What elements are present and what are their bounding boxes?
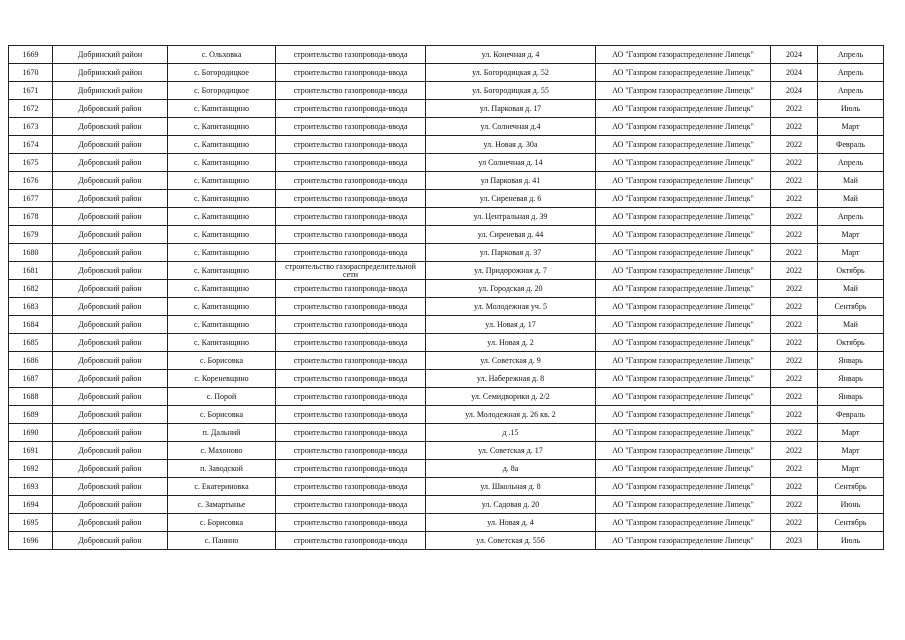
work-type-cell: строительство газопровода-ввода <box>276 442 426 460</box>
table-row <box>9 172 884 190</box>
address-cell: ул. Садовая д. 20 <box>426 496 596 514</box>
year-cell: 2023 <box>771 532 818 550</box>
row-number-cell: 1671 <box>9 82 53 100</box>
month-cell: Март <box>818 424 884 442</box>
district-cell: Добровский район <box>53 496 168 514</box>
district-cell: Добровский район <box>53 478 168 496</box>
table-row <box>9 136 884 154</box>
settlement-cell: с. Капитанщино <box>168 172 276 190</box>
address-cell: ул. Сиреневая д. 44 <box>426 226 596 244</box>
table-row <box>9 532 884 550</box>
contractor-cell: АО "Газпром газораспределение Липецк" <box>596 172 771 190</box>
row-number-cell: 1681 <box>9 262 53 280</box>
table-row <box>9 370 884 388</box>
row-number-cell: 1677 <box>9 190 53 208</box>
contractor-cell: АО "Газпром газораспределение Липецк" <box>596 136 771 154</box>
district-cell: Добровский район <box>53 172 168 190</box>
district-cell: Добровский район <box>53 406 168 424</box>
district-cell: Добровский район <box>53 316 168 334</box>
settlement-cell: с. Панино <box>168 532 276 550</box>
district-cell: Добринский район <box>53 64 168 82</box>
work-type-cell: строительство газопровода-ввода <box>276 406 426 424</box>
work-type-cell: строительство газопровода-ввода <box>276 478 426 496</box>
work-type-cell: строительство газопровода-ввода <box>276 100 426 118</box>
table-row <box>9 208 884 226</box>
contractor-cell: АО "Газпром газораспределение Липецк" <box>596 352 771 370</box>
work-type-cell: строительство газопровода-ввода <box>276 190 426 208</box>
work-type-cell: строительство газопровода-ввода <box>276 388 426 406</box>
month-cell: Март <box>818 460 884 478</box>
document-page <box>8 45 884 550</box>
work-type-cell: строительство газораспределительной сети <box>276 262 426 280</box>
contractor-cell: АО "Газпром газораспределение Липецк" <box>596 100 771 118</box>
contractor-cell: АО "Газпром газораспределение Липецк" <box>596 226 771 244</box>
address-cell: ул. Новая д. 4 <box>426 514 596 532</box>
contractor-cell: АО "Газпром газораспределение Липецк" <box>596 280 771 298</box>
table-row <box>9 82 884 100</box>
work-type-cell: строительство газопровода-ввода <box>276 298 426 316</box>
table-row <box>9 334 884 352</box>
settlement-cell: с. Порой <box>168 388 276 406</box>
address-cell: ул Солнечная д. 14 <box>426 154 596 172</box>
address-cell: ул. Сиреневая д. 6 <box>426 190 596 208</box>
row-number-cell: 1674 <box>9 136 53 154</box>
month-cell: Октябрь <box>818 334 884 352</box>
year-cell: 2022 <box>771 190 818 208</box>
table-row <box>9 118 884 136</box>
row-number-cell: 1679 <box>9 226 53 244</box>
settlement-cell: с. Богородицкое <box>168 82 276 100</box>
month-cell: Сентябрь <box>818 478 884 496</box>
address-cell: ул. Конечная д. 4 <box>426 46 596 64</box>
year-cell: 2022 <box>771 334 818 352</box>
contractor-cell: АО "Газпром газораспределение Липецк" <box>596 154 771 172</box>
settlement-cell: с. Капитанщино <box>168 280 276 298</box>
year-cell: 2022 <box>771 136 818 154</box>
year-cell: 2022 <box>771 100 818 118</box>
settlement-cell: с. Кореневщино <box>168 370 276 388</box>
month-cell: Март <box>818 226 884 244</box>
year-cell: 2022 <box>771 352 818 370</box>
work-type-cell: строительство газопровода-ввода <box>276 370 426 388</box>
work-type-cell: строительство газопровода-ввода <box>276 46 426 64</box>
month-cell: Июль <box>818 532 884 550</box>
table-row <box>9 262 884 280</box>
contractor-cell: АО "Газпром газораспределение Липецк" <box>596 190 771 208</box>
row-number-cell: 1693 <box>9 478 53 496</box>
address-cell: ул. Парковая д. 17 <box>426 100 596 118</box>
settlement-cell: с. Ольховка <box>168 46 276 64</box>
year-cell: 2022 <box>771 280 818 298</box>
work-type-cell: строительство газопровода-ввода <box>276 64 426 82</box>
year-cell: 2022 <box>771 208 818 226</box>
table-body <box>9 46 884 550</box>
row-number-cell: 1683 <box>9 298 53 316</box>
month-cell: Сентябрь <box>818 514 884 532</box>
month-cell: Май <box>818 316 884 334</box>
address-cell: ул. Молодежная уч. 5 <box>426 298 596 316</box>
month-cell: Апрель <box>818 208 884 226</box>
district-cell: Добровский район <box>53 334 168 352</box>
table-row <box>9 406 884 424</box>
row-number-cell: 1696 <box>9 532 53 550</box>
month-cell: Январь <box>818 370 884 388</box>
work-type-cell: строительство газопровода-ввода <box>276 496 426 514</box>
contractor-cell: АО "Газпром газораспределение Липецк" <box>596 208 771 226</box>
table-row <box>9 514 884 532</box>
address-cell: ул. Советская д. 17 <box>426 442 596 460</box>
table-row <box>9 442 884 460</box>
contractor-cell: АО "Газпром газораспределение Липецк" <box>596 334 771 352</box>
address-cell: ул. Новая д. 17 <box>426 316 596 334</box>
settlement-cell: с. Екатериновка <box>168 478 276 496</box>
row-number-cell: 1688 <box>9 388 53 406</box>
year-cell: 2022 <box>771 478 818 496</box>
work-type-cell: строительство газопровода-ввода <box>276 172 426 190</box>
settlement-cell: с. Капитанщино <box>168 154 276 172</box>
settlement-cell: п. Дальний <box>168 424 276 442</box>
district-cell: Добровский район <box>53 262 168 280</box>
month-cell: Май <box>818 172 884 190</box>
table-row <box>9 460 884 478</box>
year-cell: 2024 <box>771 82 818 100</box>
settlement-cell: с. Капитанщино <box>168 226 276 244</box>
work-type-cell: строительство газопровода-ввода <box>276 154 426 172</box>
row-number-cell: 1686 <box>9 352 53 370</box>
row-number-cell: 1695 <box>9 514 53 532</box>
year-cell: 2022 <box>771 226 818 244</box>
settlement-cell: с. Борисовка <box>168 514 276 532</box>
address-cell: ул. Солнечная д.4 <box>426 118 596 136</box>
district-cell: Добровский район <box>53 118 168 136</box>
table-row <box>9 64 884 82</box>
month-cell: Январь <box>818 388 884 406</box>
district-cell: Добровский район <box>53 136 168 154</box>
district-cell: Добровский район <box>53 442 168 460</box>
year-cell: 2024 <box>771 46 818 64</box>
settlement-cell: с. Капитанщино <box>168 262 276 280</box>
settlement-cell: с. Махоново <box>168 442 276 460</box>
contractor-cell: АО "Газпром газораспределение Липецк" <box>596 532 771 550</box>
table-row <box>9 100 884 118</box>
month-cell: Март <box>818 442 884 460</box>
address-cell: ул. Семидворики д. 2/2 <box>426 388 596 406</box>
table-row <box>9 496 884 514</box>
address-cell: ул. Богородицкая д. 52 <box>426 64 596 82</box>
table-row <box>9 424 884 442</box>
work-type-cell: строительство газопровода-ввода <box>276 136 426 154</box>
settlement-cell: с. Богородицкое <box>168 64 276 82</box>
district-cell: Добровский район <box>53 388 168 406</box>
contractor-cell: АО "Газпром газораспределение Липецк" <box>596 262 771 280</box>
settlement-cell: с. Борисовка <box>168 406 276 424</box>
district-cell: Добровский район <box>53 370 168 388</box>
address-cell: ул. Парковая д. 37 <box>426 244 596 262</box>
contractor-cell: АО "Газпром газораспределение Липецк" <box>596 118 771 136</box>
year-cell: 2022 <box>771 514 818 532</box>
settlement-cell: с. Капитанщино <box>168 244 276 262</box>
work-type-cell: строительство газопровода-ввода <box>276 424 426 442</box>
row-number-cell: 1670 <box>9 64 53 82</box>
row-number-cell: 1684 <box>9 316 53 334</box>
settlement-cell: с. Капитанщино <box>168 100 276 118</box>
year-cell: 2022 <box>771 442 818 460</box>
address-cell: д. 8а <box>426 460 596 478</box>
row-number-cell: 1673 <box>9 118 53 136</box>
work-type-cell: строительство газопровода-ввода <box>276 460 426 478</box>
year-cell: 2022 <box>771 370 818 388</box>
district-cell: Добровский район <box>53 208 168 226</box>
table-row <box>9 190 884 208</box>
address-cell: ул. Городская д. 20 <box>426 280 596 298</box>
work-type-cell: строительство газопровода-ввода <box>276 280 426 298</box>
work-type-cell: строительство газопровода-ввода <box>276 514 426 532</box>
contractor-cell: АО "Газпром газораспределение Липецк" <box>596 424 771 442</box>
month-cell: Май <box>818 190 884 208</box>
year-cell: 2022 <box>771 262 818 280</box>
row-number-cell: 1694 <box>9 496 53 514</box>
row-number-cell: 1690 <box>9 424 53 442</box>
contractor-cell: АО "Газпром газораспределение Липецк" <box>596 478 771 496</box>
year-cell: 2022 <box>771 298 818 316</box>
address-cell: ул. Набережная д. 8 <box>426 370 596 388</box>
settlement-cell: п. Заводской <box>168 460 276 478</box>
row-number-cell: 1691 <box>9 442 53 460</box>
work-type-cell: строительство газопровода-ввода <box>276 244 426 262</box>
settlement-cell: с. Борисовка <box>168 352 276 370</box>
month-cell: Июнь <box>818 496 884 514</box>
year-cell: 2024 <box>771 64 818 82</box>
district-cell: Добровский район <box>53 460 168 478</box>
address-cell: ул. Придорожная д. 7 <box>426 262 596 280</box>
contractor-cell: АО "Газпром газораспределение Липецк" <box>596 316 771 334</box>
district-cell: Добровский район <box>53 226 168 244</box>
work-type-cell: строительство газопровода-ввода <box>276 208 426 226</box>
year-cell: 2022 <box>771 460 818 478</box>
row-number-cell: 1680 <box>9 244 53 262</box>
settlement-cell: с. Капитанщино <box>168 190 276 208</box>
contractor-cell: АО "Газпром газораспределение Липецк" <box>596 460 771 478</box>
district-cell: Добровский район <box>53 298 168 316</box>
year-cell: 2022 <box>771 424 818 442</box>
year-cell: 2022 <box>771 118 818 136</box>
row-number-cell: 1689 <box>9 406 53 424</box>
settlement-cell: с. Капитанщино <box>168 316 276 334</box>
work-type-cell: строительство газопровода-ввода <box>276 316 426 334</box>
table-row <box>9 388 884 406</box>
settlement-cell: с. Капитанщино <box>168 136 276 154</box>
contractor-cell: АО "Газпром газораспределение Липецк" <box>596 388 771 406</box>
district-cell: Добринский район <box>53 82 168 100</box>
month-cell: Апрель <box>818 64 884 82</box>
address-cell: ул Парковая д. 41 <box>426 172 596 190</box>
year-cell: 2022 <box>771 388 818 406</box>
district-cell: Добровский район <box>53 514 168 532</box>
district-cell: Добровский район <box>53 154 168 172</box>
settlement-cell: с. Капитанщино <box>168 334 276 352</box>
table-row <box>9 226 884 244</box>
table-row <box>9 478 884 496</box>
row-number-cell: 1687 <box>9 370 53 388</box>
table-row <box>9 352 884 370</box>
contractor-cell: АО "Газпром газораспределение Липецк" <box>596 298 771 316</box>
year-cell: 2022 <box>771 406 818 424</box>
district-cell: Добровский район <box>53 424 168 442</box>
row-number-cell: 1672 <box>9 100 53 118</box>
contractor-cell: АО "Газпром газораспределение Липецк" <box>596 514 771 532</box>
work-type-cell: строительство газопровода-ввода <box>276 334 426 352</box>
district-cell: Добровский район <box>53 244 168 262</box>
month-cell: Июль <box>818 100 884 118</box>
row-number-cell: 1678 <box>9 208 53 226</box>
contractor-cell: АО "Газпром газораспределение Липецк" <box>596 370 771 388</box>
year-cell: 2022 <box>771 496 818 514</box>
gasification-table <box>8 45 884 550</box>
row-number-cell: 1675 <box>9 154 53 172</box>
year-cell: 2022 <box>771 172 818 190</box>
month-cell: Май <box>818 280 884 298</box>
row-number-cell: 1692 <box>9 460 53 478</box>
contractor-cell: АО "Газпром газораспределение Липецк" <box>596 406 771 424</box>
year-cell: 2022 <box>771 244 818 262</box>
row-number-cell: 1685 <box>9 334 53 352</box>
row-number-cell: 1676 <box>9 172 53 190</box>
contractor-cell: АО "Газпром газораспределение Липецк" <box>596 82 771 100</box>
month-cell: Март <box>818 118 884 136</box>
table-row <box>9 244 884 262</box>
contractor-cell: АО "Газпром газораспределение Липецк" <box>596 442 771 460</box>
settlement-cell: с. Капитанщино <box>168 118 276 136</box>
address-cell: ул. Новая д. 30а <box>426 136 596 154</box>
address-cell: ул. Богородицкая д. 55 <box>426 82 596 100</box>
district-cell: Добринский район <box>53 46 168 64</box>
address-cell: ул. Молодежная д. 26 кв. 2 <box>426 406 596 424</box>
address-cell: ул. Школьная д. 8 <box>426 478 596 496</box>
district-cell: Добровский район <box>53 352 168 370</box>
month-cell: Март <box>818 244 884 262</box>
address-cell: ул. Советская д. 9 <box>426 352 596 370</box>
row-number-cell: 1669 <box>9 46 53 64</box>
table-row <box>9 316 884 334</box>
year-cell: 2022 <box>771 154 818 172</box>
district-cell: Добровский район <box>53 100 168 118</box>
month-cell: Апрель <box>818 82 884 100</box>
address-cell: д .15 <box>426 424 596 442</box>
month-cell: Сентябрь <box>818 298 884 316</box>
district-cell: Добровский район <box>53 280 168 298</box>
month-cell: Январь <box>818 352 884 370</box>
settlement-cell: с. Капитанщино <box>168 208 276 226</box>
address-cell: ул. Центральная д. 39 <box>426 208 596 226</box>
month-cell: Февраль <box>818 406 884 424</box>
month-cell: Октябрь <box>818 262 884 280</box>
month-cell: Апрель <box>818 154 884 172</box>
month-cell: Апрель <box>818 46 884 64</box>
work-type-cell: строительство газопровода-ввода <box>276 532 426 550</box>
address-cell: ул. Советская д. 55б <box>426 532 596 550</box>
work-type-cell: строительство газопровода-ввода <box>276 226 426 244</box>
contractor-cell: АО "Газпром газораспределение Липецк" <box>596 244 771 262</box>
district-cell: Добровский район <box>53 532 168 550</box>
work-type-cell: строительство газопровода-ввода <box>276 352 426 370</box>
table-row <box>9 154 884 172</box>
table-row <box>9 280 884 298</box>
address-cell: ул. Новая д. 2 <box>426 334 596 352</box>
year-cell: 2022 <box>771 316 818 334</box>
district-cell: Добровский район <box>53 190 168 208</box>
table-row <box>9 298 884 316</box>
row-number-cell: 1682 <box>9 280 53 298</box>
contractor-cell: АО "Газпром газораспределение Липецк" <box>596 46 771 64</box>
settlement-cell: с. Замартынье <box>168 496 276 514</box>
settlement-cell: с. Капитанщино <box>168 298 276 316</box>
month-cell: Февраль <box>818 136 884 154</box>
table-row <box>9 46 884 64</box>
contractor-cell: АО "Газпром газораспределение Липецк" <box>596 64 771 82</box>
work-type-cell: строительство газопровода-ввода <box>276 118 426 136</box>
contractor-cell: АО "Газпром газораспределение Липецк" <box>596 496 771 514</box>
work-type-cell: строительство газопровода-ввода <box>276 82 426 100</box>
